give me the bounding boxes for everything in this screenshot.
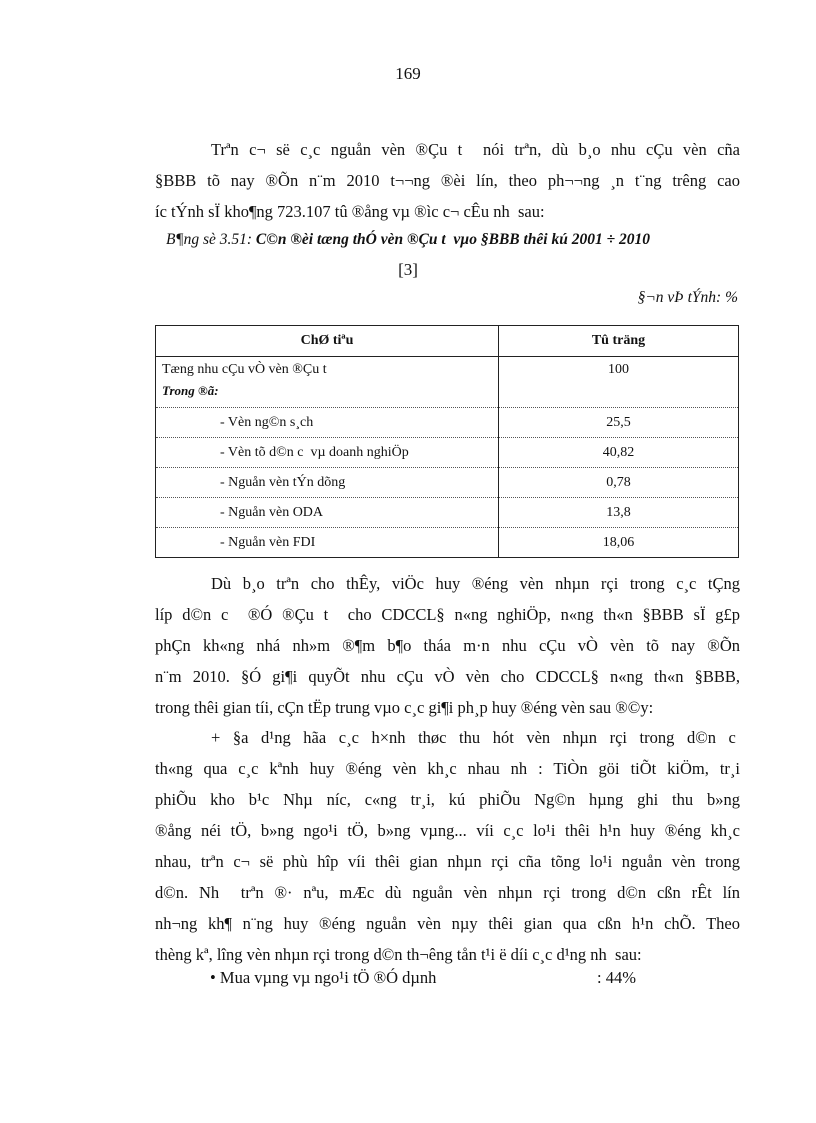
row-value: 100 [499, 357, 739, 384]
text-line: nh¬ng kh¶ n¨ng huy ®éng nguån vèn nµy thêi gian qua cßn h¹n chÕ. Theo [155, 914, 740, 933]
text-line: íc tÝnh sÏ kho¶ng 723.107 tû ®ång vµ ®ìc c¬ cÊu nh sau: [155, 202, 545, 221]
row-label: - Vèn tõ d©n c vµ doanh nghiÖp [220, 444, 409, 460]
text-line: th«ng qua c¸c kªnh huy ®éng vèn kh¸c nhau nh : TiÒn göi tiÕt kiÖm, tr¸i [155, 759, 740, 778]
bullet-icon: • [210, 968, 216, 987]
text-line: trong thêi gian tíi, cÇn tËp trung vµo c¸c gi¶i ph¸p huy ®éng vèn sau ®©y: [155, 698, 654, 717]
table-row [156, 498, 739, 528]
row-value: 25,5 [499, 408, 739, 438]
text-line: phiÕu kho b¹c Nhµ níc, c«ng tr¸i, kú phiÕu Ng©n hµng ghi thu b»ng [155, 790, 740, 809]
table-row [156, 357, 739, 384]
text-line: d©n. Nh trªn ®· nªu, mÆc dù nguån vèn nhµn rçi trong d©n cßn rÊt lín [155, 883, 740, 902]
row-value: 18,06 [499, 528, 739, 558]
text-line: Dù b¸o trªn cho thÊy, viÖc huy ®éng vèn nhµn rçi trong c¸c tÇng [211, 574, 740, 593]
table-row [156, 408, 739, 438]
bullet-value: : 44% [597, 968, 636, 987]
bullet-item [210, 968, 750, 988]
column-header: Tû träng [499, 326, 739, 357]
table-row [156, 528, 739, 558]
unit-note: §¬n vÞ tÝnh: % [637, 289, 738, 306]
text-line: + §a d¹ng hãa c¸c h×nh thøc thu hót vèn nhµn rçi trong d©n c [211, 728, 740, 747]
text-line: thèng kª, lîng vèn nhµn rçi trong d©n th¬êng tån t¹i ë díi c¸c d¹ng nh sau: [155, 945, 642, 964]
text-line: líp d©n c ®Ó ®Çu t cho CDCCL§ n«ng nghiÖp, n«ng th«n §BBB sÏ g£p [155, 605, 740, 624]
row-label: - Nguån vèn ODA [220, 504, 324, 520]
row-value: 0,78 [499, 468, 739, 498]
row-subheading: Trong ®ã: [156, 383, 499, 408]
text-line: §BBB tõ nay ®Õn n¨m 2010 t¬¬ng ®èi lín, theo ph¬¬ng ¸n t¨ng trêng cao [155, 171, 740, 190]
capital-structure-table [155, 325, 739, 558]
row-label: - Nguån vèn tÝn dõng [220, 474, 346, 490]
table-row [156, 438, 739, 468]
row-label: Tæng nhu cÇu vÒ vèn ®Çu t [156, 357, 499, 384]
bullet-text: Mua vµng vµ ngo¹i tÖ ®Ó dµnh [219, 968, 437, 987]
table-row [156, 468, 739, 498]
table-header-row [156, 326, 739, 357]
page-number: 169 [395, 64, 421, 83]
text-line: Trªn c¬ së c¸c nguån vèn ®Çu t nói trªn, dù b¸o nhu cÇu vèn cña [211, 140, 740, 159]
intro-paragraph [155, 134, 740, 227]
caption-title: C©n ®èi tæng thÓ vèn ®Çu t vµo §BBB thêi kú 2001 ÷ 2010 [255, 231, 650, 248]
text-line: nhau, trªn c¬ së phù hîp víi thêi gian nhµn rçi cña tõng lo¹i nguån vèn trong [155, 852, 740, 871]
column-header: ChØ tiªu [156, 326, 499, 357]
row-value: 40,82 [499, 438, 739, 468]
forecast-paragraph [155, 568, 740, 723]
text-line: n¨m 2010. §Ó gi¶i quyÕt nhu cÇu vÒ vèn cho CDCCL§ n«ng th«n §BBB, [155, 667, 740, 686]
row-label: - Nguån vèn FDI [220, 534, 316, 550]
text-line: phÇn kh«ng nhá nh»m ®¶m b¶o tháa m·n nhu cÇu vÒ vèn tõ nay ®Õn [155, 636, 740, 655]
table-row [156, 383, 739, 408]
reference: [3] [398, 260, 418, 279]
text-line: ®ång néi tÖ, b»ng ngo¹i tÖ, b»ng vµng... víi c¸c lo¹i thêi h¹n huy ®éng kh¸c [155, 821, 740, 840]
table-caption [0, 231, 816, 249]
caption-label: B¶ng sè 3.51: [166, 231, 253, 248]
row-value: 13,8 [499, 498, 739, 528]
solutions-paragraph [155, 722, 740, 970]
row-label: - Vèn ng©n s¸ch [220, 414, 314, 430]
